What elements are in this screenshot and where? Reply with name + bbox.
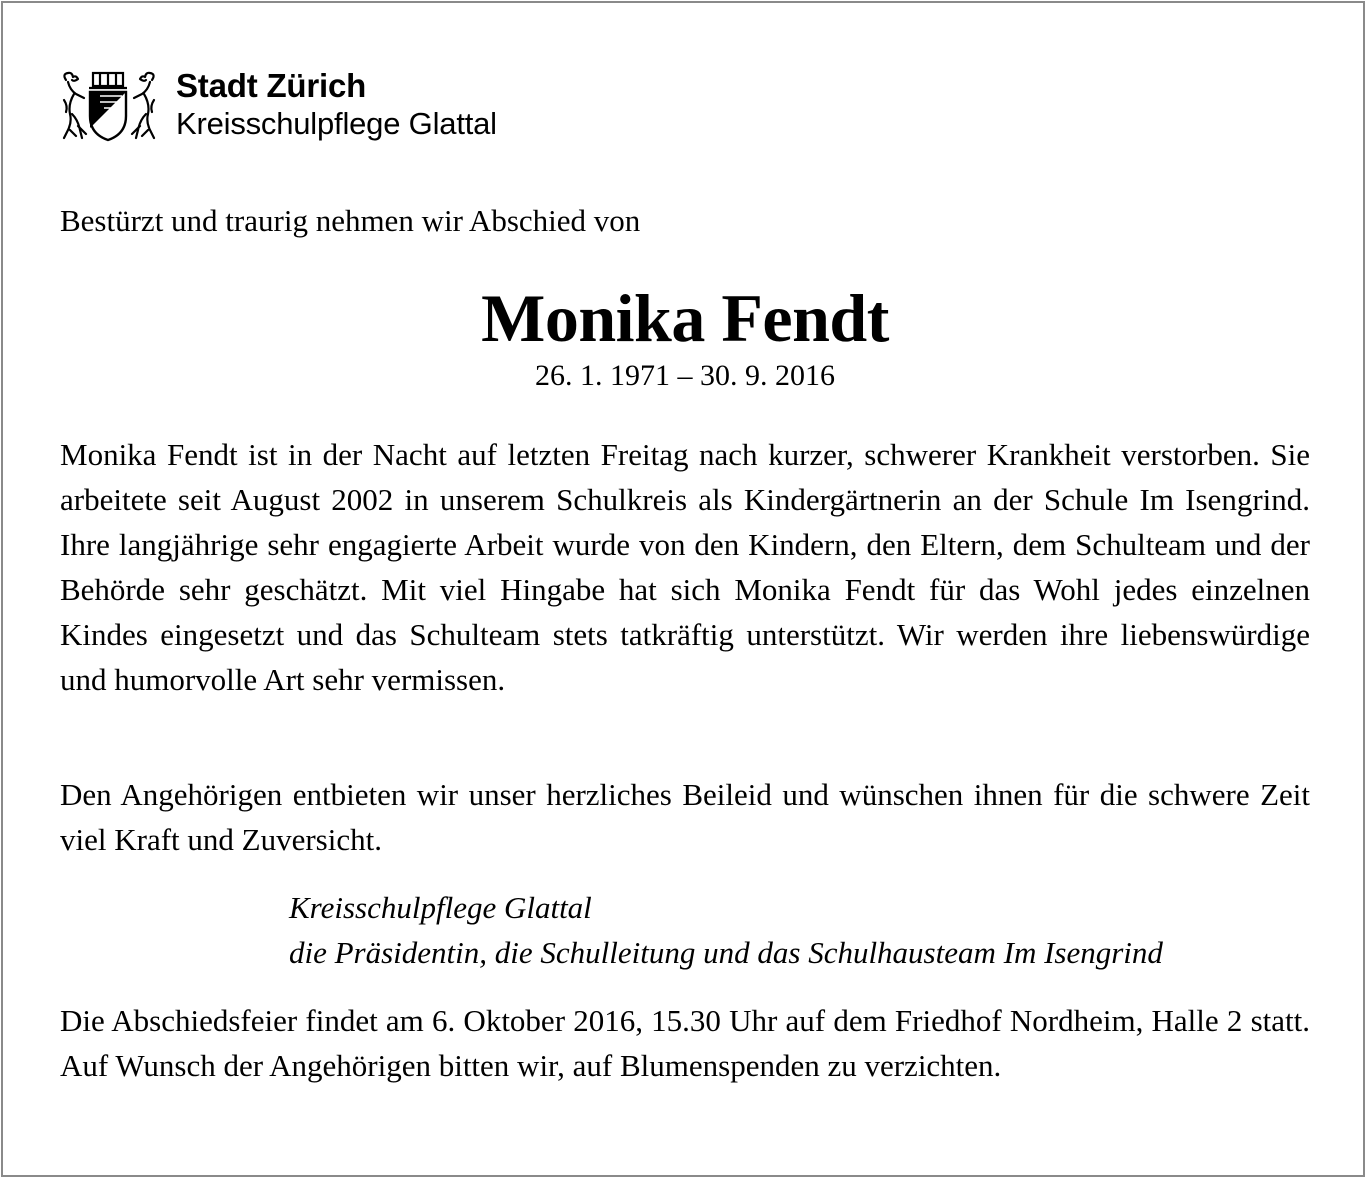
ceremony-paragraph: Die Abschiedsfeier findet am 6. Oktober 2016, 15.30 Uhr auf dem Friedhof Nordheim, Halle 2 statt. Auf Wunsch der Angehörigen bitten wir, auf Blumenspenden zu verzichten.	[60, 1003, 1310, 1083]
signature-block	[289, 885, 1163, 975]
signature-organization: Kreisschulpflege Glattal	[289, 890, 592, 925]
obituary-paragraph: Monika Fendt ist in der Nacht auf letzten Freitag nach kurzer, schwerer Krankheit verstorben. Sie arbeitete seit August 2002 in unserem Schulkreis als Kindergärtnerin an der Schule Im Isengrind. Ihre langjährige sehr engagierte Arbeit wurde von den Kindern, den Eltern, dem Schulteam und der Behörde sehr geschätzt. Mit viel Hingabe hat sich Monika Fendt für das Wohl jedes einzelnen Kindes eingesetzt und das Schulteam stets tatkräftig unterstützt. Wir werden ihre liebenswürdige und humorvolle Art sehr vermissen.	[60, 437, 1310, 697]
life-dates: 26. 1. 1971 – 30. 9. 2016	[535, 359, 835, 392]
deceased-name: Monika Fendt	[481, 280, 889, 356]
intro-line: Bestürzt und traurig nehmen wir Abschied von	[60, 203, 641, 238]
department-name: Kreisschulpflege Glattal	[176, 106, 497, 141]
signature-signatories: die Präsidentin, die Schulleitung und das Schulhausteam Im Isengrind	[289, 935, 1163, 970]
condolence-paragraph: Den Angehörigen entbieten wir unser herzliches Beileid und wünschen ihnen für die schwere Zeit viel Kraft und Zuversicht.	[60, 777, 1310, 857]
zurich-coat-of-arms-icon	[60, 70, 158, 142]
header-logo	[60, 68, 497, 144]
organization-name	[176, 68, 497, 144]
city-name: Stadt Zürich	[176, 67, 367, 104]
